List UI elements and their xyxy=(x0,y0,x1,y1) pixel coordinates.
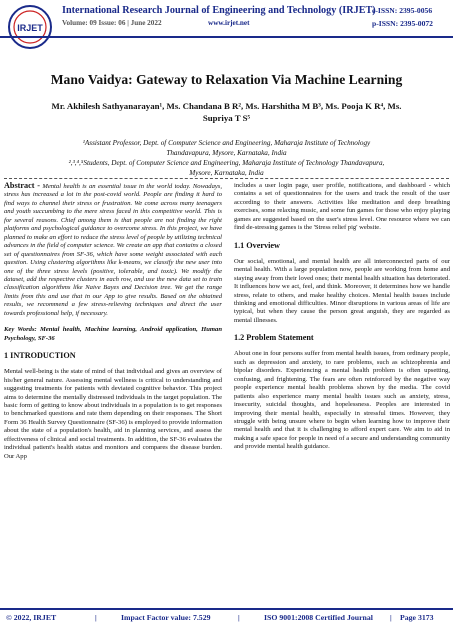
abstract-label: Abstract - xyxy=(4,181,40,190)
overview-heading: 1.1 Overview xyxy=(234,240,280,250)
footer-iso: ISO 9001:2008 Certified Journal xyxy=(264,613,373,622)
intro-heading: 1 INTRODUCTION xyxy=(4,351,76,361)
problem-text: About one in four persons suffer from mental health issues, from ordinary people, such as depression and anxiety, to rare problems, such as schizophrenia and bipolar disorders. Experiencing a mental health problem is often upsetting, confusing, and frightening. The fears are often reinforced by the negative way people experience mental health problems shown by the media. The covid patients also experience many mental health issues such as anxiety, stress, insecurity, suicidal thoughts, and hopelessness. Peoples are interested in improving their mental health, especially in stressful times. However, they struggle with being unsure where to begin when learning how to improve their mental health and that it is challenging to afford expert care. We aim to aid in making a safe space for people in need of a secure and understanding community and provide mental health guidance. xyxy=(234,350,450,451)
svg-text:IRJET: IRJET xyxy=(17,23,43,33)
affiliation-1-line-1: ¹Assistant Professor, Dept. of Computer Science and Engineering, Maharaja Institute of Technology xyxy=(82,139,371,147)
intro-text: Mental well-being is the state of mind of that individual and gives an overview of his/her general nature. Assessing mental wellness is critical to understanding and suggesting treatments for patients with deviated cognitive behavior. This project aims to determine the mentally distressed individuals in the target population. The basic form of getting to know about individuals in a population is to get responses to benchmarked questions and rate them depending on their responses. The Short Form 36 Health Survey Questionnaire (SF-36) is employed to provide information about the state of a population's health, aid in planning services, and assess the effectiveness of clinical and social treatments. In addition, the SF-36 evaluates the individual patient's health status and monitors and compares the disease burden. Our App xyxy=(4,368,222,460)
footer-rule xyxy=(0,608,453,610)
keywords xyxy=(4,326,222,343)
volume-issue: Volume: 09 Issue: 06 | June 2022 xyxy=(62,19,162,27)
title-separator xyxy=(4,178,449,179)
footer-divider-2: | xyxy=(238,613,240,622)
keywords-text: Mental health, Machine learning, Android application, Human Psychology, SF-36 xyxy=(4,326,222,342)
affiliation-2-line-1: ²,³,⁴,⁵Students, Dept. of Computer Science and Engineering, Maharaja Institute of Technology Thandavapura, xyxy=(68,159,385,167)
abstract xyxy=(4,182,222,318)
header-rule xyxy=(0,36,453,38)
eissn: e-ISSN: 2395-0056 xyxy=(372,6,433,15)
intro-continued: includes a user login page, user profile, notifications, and dashboard - which contains a set of questionnaires for the users and track the result of the user according to their answers. Activities like meditation and deep breathing exercises, some relaxing music, and some fun games for those who enjoy playing games are suggested based on the user's stress level. One resource where we can find de-stressing games is the 'Stress relief pig' website. xyxy=(234,182,450,232)
affiliation-2-line-2: Mysore, Karnataka, India xyxy=(189,169,264,177)
affiliations xyxy=(30,138,423,178)
irjet-logo-icon xyxy=(7,4,53,50)
abstract-text: Mental health is an essential issue in the world today. Nowadays, stress has increased a lot in the post-covid world. People are finding it hard to find ways to channel their stress or frustration. We come across many teenagers and youth succumbing to the mere stress faced in this competitive world. This is for several reasons. Chief among them is that people are not finding the right platforms and psychological guidance to overcome stress. In this project, we have planned to make an effort to reduce the stress level of people by utilizing technical advances in the field of computer science. We create an app that contains a closed set of questionnaires from SF-36, which have some weight associated with each question. Using clustering algorithms like k-means, we classify the new user into one of the three stress levels (positive, tolerable, and toxic). We modify the dataset, add the respective clusters in each row, and use the new data set to train classification algorithms like Naive Bayes and Decision tree. We get the range limits from this and use that in our App to give results. Based on the obtained results, we recommend a few stress-relieving techniques and direct the user towards professional help, if necessary. xyxy=(4,183,223,317)
overview-text: Our social, emotional, and mental health are all interconnected parts of our mental health. With a large population now, people are working from home and staying away from their loved ones; their mental health situation has deteriorated. It influences how we act, feel, and think. Moreover, it determines how we handle stress, relate to others, and make healthy choices. Mental health issues include thinking and emotional difficulties. Minor disruptions in various areas of life are typical, but when they cause the person great anguish, they are regarded as mental illnesses. xyxy=(234,257,450,324)
paper-title: Mano Vaidya: Gateway to Relaxation Via Machine Learning xyxy=(50,72,403,87)
pissn: p-ISSN: 2395-0072 xyxy=(372,19,433,28)
right-column xyxy=(234,182,450,460)
journal-title: International Research Journal of Engineering and Technology (IRJET) xyxy=(62,5,376,16)
authors-line-2: Supriya T S⁵ xyxy=(202,113,251,123)
author-list xyxy=(30,100,423,124)
keywords-label: Key Words: xyxy=(4,326,37,334)
footer-impact-factor: Impact Factor value: 7.529 xyxy=(121,613,211,622)
footer-page-number: Page 3173 xyxy=(400,613,434,622)
footer-divider-1: | xyxy=(95,613,97,622)
affiliation-1-line-2: Thandavapura, Mysore, Karnataka, India xyxy=(166,149,287,157)
authors-line-1: Mr. Akhilesh Sathyanarayan¹, Ms. Chandana B R², Ms. Harshitha M B³, Ms. Pooja K R⁴, Ms. xyxy=(51,101,402,111)
footer-copyright: © 2022, IRJET xyxy=(6,613,57,622)
problem-heading: 1.2 Problem Statement xyxy=(234,333,314,343)
journal-website-link[interactable]: www.irjet.net xyxy=(208,19,250,27)
left-column xyxy=(4,182,222,469)
footer-divider-3: | xyxy=(390,613,392,622)
